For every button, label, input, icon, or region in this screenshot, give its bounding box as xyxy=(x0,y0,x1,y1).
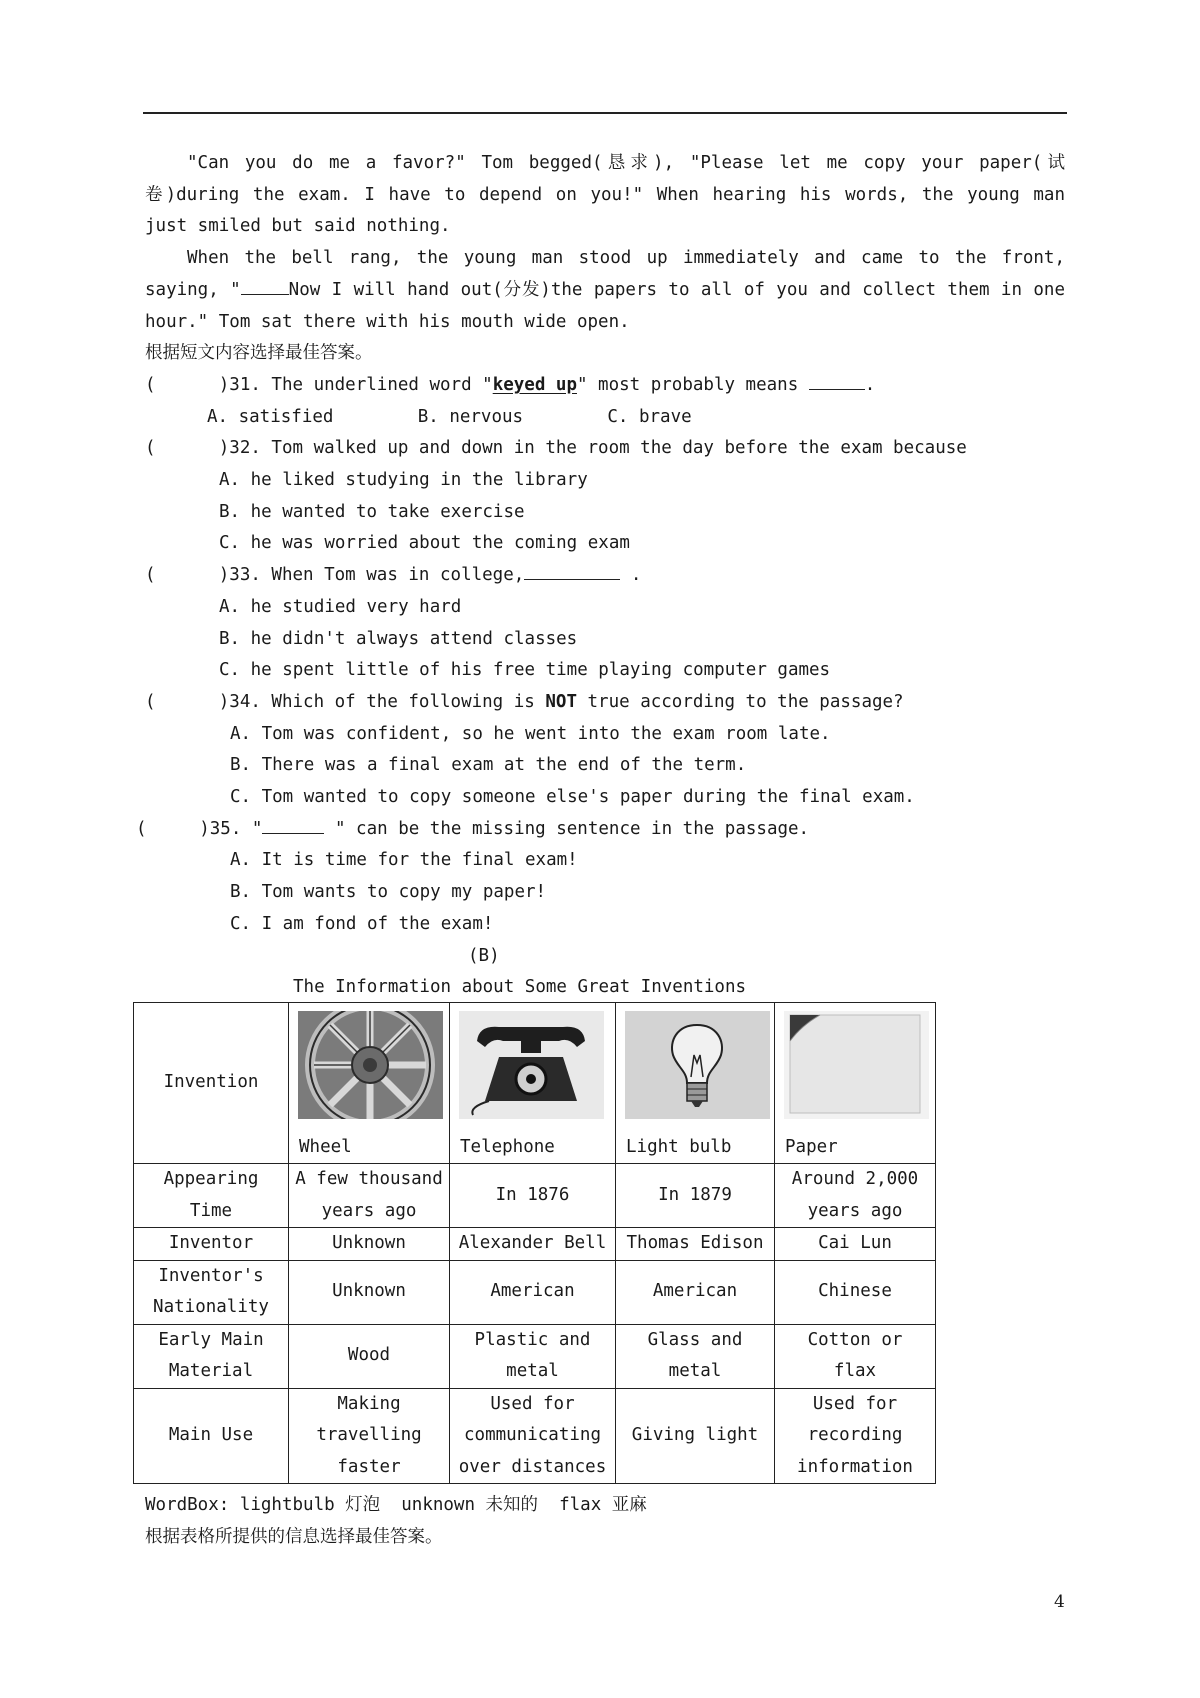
answer-blank xyxy=(241,276,289,295)
header-rule xyxy=(143,112,1067,114)
question-33: ( )33. When Tom was in college, . xyxy=(145,560,1065,592)
question-31-options: A. satisfied B. nervous C. brave xyxy=(207,406,692,427)
table-cell: Plastic and metal xyxy=(450,1324,616,1388)
paper-cell xyxy=(775,1003,936,1164)
table-cell: Cotton or flax xyxy=(775,1324,936,1388)
table-cell: Unknown xyxy=(289,1228,450,1261)
option-a: A. he liked studying in the library xyxy=(219,470,588,491)
question-32: ( )32. Tom walked up and down in the room the day before the exam because xyxy=(145,438,967,459)
wheel-cell xyxy=(289,1003,450,1164)
telephone-image xyxy=(459,1011,604,1119)
row-label-invention: Invention xyxy=(134,1003,289,1164)
row-label-main-use: Main Use xyxy=(134,1388,289,1484)
telephone-cell xyxy=(450,1003,616,1164)
table-cell: Giving light xyxy=(616,1388,775,1484)
answer-blank xyxy=(809,371,865,390)
instruction-b: 根据表格所提供的信息选择最佳答案。 xyxy=(145,1526,443,1547)
invention-name-light-bulb: Light bulb xyxy=(626,1137,732,1157)
table-cell: Glass and metal xyxy=(616,1324,775,1388)
table-cell: Making travelling faster xyxy=(289,1388,450,1484)
section-b-heading: (B) xyxy=(468,945,500,966)
option-b: B. he didn't always attend classes xyxy=(219,628,578,649)
row-label-material: Early Main Material xyxy=(134,1324,289,1388)
invention-name-paper: Paper xyxy=(785,1137,838,1157)
option-b: B. he wanted to take exercise xyxy=(219,501,525,522)
option-b: B. There was a final exam at the end of the term. xyxy=(230,755,747,776)
table-row xyxy=(134,1324,936,1388)
table-cell: Cai Lun xyxy=(775,1228,936,1261)
after-table-notes xyxy=(145,1490,647,1553)
passage-paragraph-1: "Can you do me a favor?" Tom begged(恳求), "Please let me copy your paper(试卷)during the exam. I have to depend on you!" When hearing his words, the young man just smiled but said nothing. xyxy=(145,153,1065,237)
option-a: A. It is time for the final exam! xyxy=(230,850,578,871)
table-cell: In 1876 xyxy=(450,1164,616,1228)
instruction-a: 根据短文内容选择最佳答案。 xyxy=(145,343,373,364)
table-title: The Information about Some Great Inventions xyxy=(293,977,747,998)
table-cell: Used for communicating over distances xyxy=(450,1388,616,1484)
paper-image xyxy=(784,1011,929,1119)
option-c: C. I am fond of the exam! xyxy=(230,913,494,934)
table-cell: Thomas Edison xyxy=(616,1228,775,1261)
table-row xyxy=(134,1388,936,1484)
table-cell: Around 2,000 years ago xyxy=(775,1164,936,1228)
option-c: C. he spent little of his free time playing computer games xyxy=(219,660,831,681)
table-cell: Wood xyxy=(289,1324,450,1388)
exam-content xyxy=(136,148,1065,1004)
keyword-keyed-up: keyed up xyxy=(492,374,577,395)
invention-name-telephone: Telephone xyxy=(460,1137,555,1157)
option-c: C. he was worried about the coming exam xyxy=(219,533,630,554)
table-row xyxy=(134,1260,936,1324)
table-cell: American xyxy=(450,1260,616,1324)
invention-name-wheel: Wheel xyxy=(299,1137,352,1157)
question-34: ( )34. Which of the following is NOT true according to the passage? xyxy=(145,691,904,712)
table-cell: Chinese xyxy=(775,1260,936,1324)
option-a: A. he studied very hard xyxy=(219,596,462,617)
light-bulb-cell xyxy=(616,1003,775,1164)
table-row xyxy=(134,1003,936,1164)
light-bulb-image xyxy=(625,1011,770,1119)
table-cell: American xyxy=(616,1260,775,1324)
table-cell: Unknown xyxy=(289,1260,450,1324)
answer-blank xyxy=(262,815,324,834)
question-35: ( )35. " " can be the missing sentence in the passage. xyxy=(136,814,1065,846)
table-row xyxy=(134,1164,936,1228)
table-cell: Alexander Bell xyxy=(450,1228,616,1261)
page-number: 4 xyxy=(1054,1592,1065,1612)
option-a: A. Tom was confident, so he went into the exam room late. xyxy=(230,723,831,744)
wordbox: WordBox: lightbulb 灯泡 unknown 未知的 flax 亚麻 xyxy=(145,1495,647,1515)
option-b: B. Tom wants to copy my paper! xyxy=(230,882,547,903)
row-label-appearing-time: Appearing Time xyxy=(134,1164,289,1228)
table-cell: A few thousand years ago xyxy=(289,1164,450,1228)
passage-paragraph-2: When the bell rang, the young man stood up immediately and came to the front, saying, " Now I will hand out(分发)the papers to all of you and collect them in one hour." Tom sat there with his mouth wide open. xyxy=(145,248,1065,332)
option-c: C. Tom wanted to copy someone else's paper during the final exam. xyxy=(230,787,915,808)
question-31: ( )31. The underlined word "keyed up" most probably means . xyxy=(145,370,1065,402)
table-cell: Used for recording information xyxy=(775,1388,936,1484)
answer-blank xyxy=(524,561,620,580)
inventions-table xyxy=(133,1002,936,1484)
wheel-image xyxy=(298,1011,443,1119)
table-row xyxy=(134,1228,936,1261)
row-label-inventor: Inventor xyxy=(134,1228,289,1261)
table-cell: In 1879 xyxy=(616,1164,775,1228)
row-label-nationality: Inventor's Nationality xyxy=(134,1260,289,1324)
